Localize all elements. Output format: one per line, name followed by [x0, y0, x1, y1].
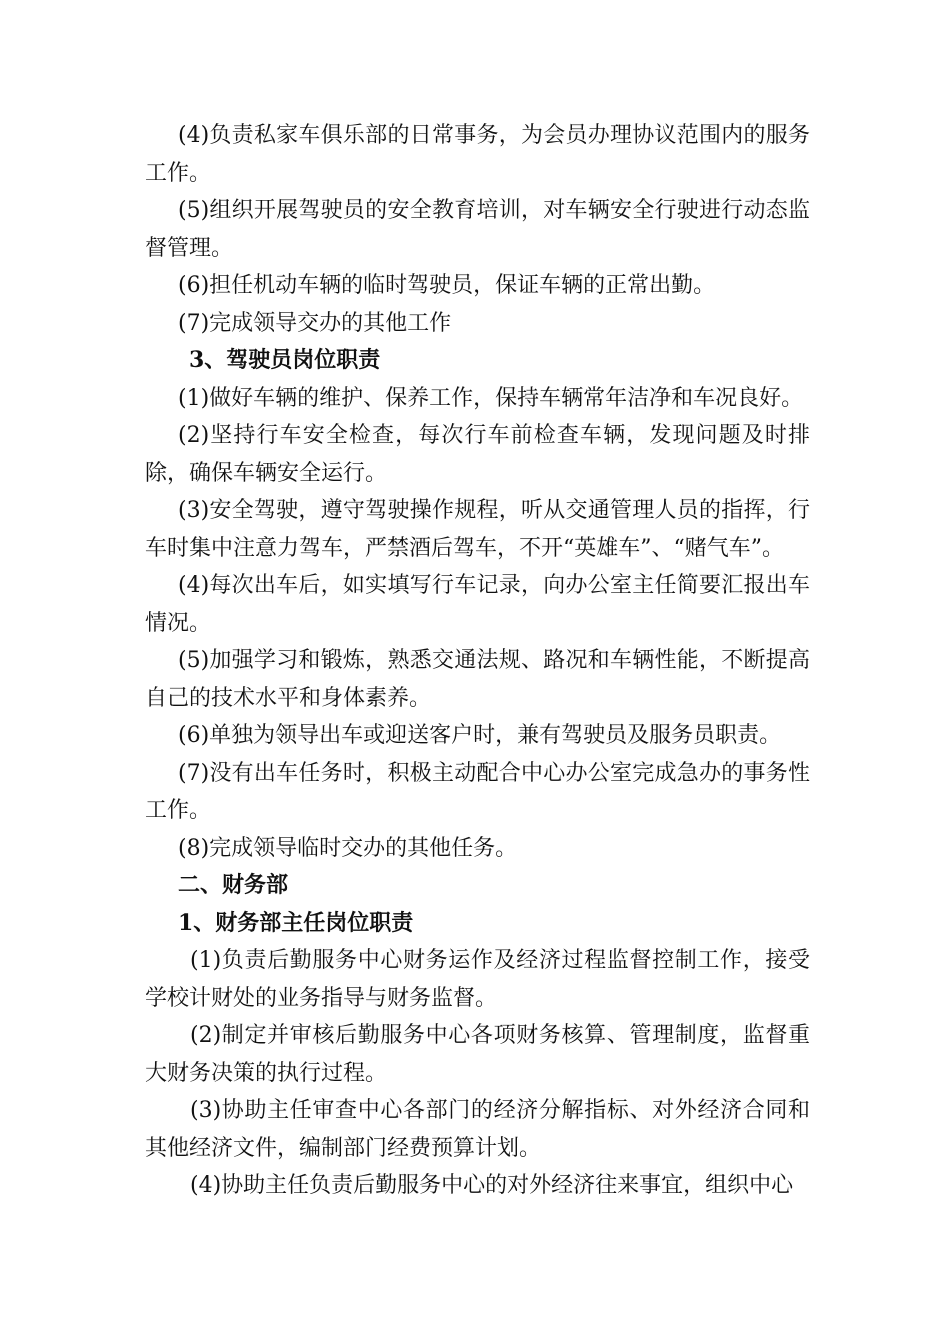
paragraph-finance-duty-3: (3)协助主任审查中心各部门的经济分解指标、对外经济合同和其他经济文件，编制部门经费预算计划。: [145, 1098, 810, 1161]
paragraph-driver-duty-8: (8)完成领导临时交办的其他任务。: [178, 835, 518, 861]
paragraph-club-affairs: (4)负责私家车俱乐部的日常事务，为会员办理协议范围内的服务工作。: [145, 123, 810, 186]
paragraph-driver-duty-5: (5)加强学习和锻炼，熟悉交通法规、路况和车辆性能，不断提高自己的技术水平和身体素养。: [145, 648, 810, 711]
paragraph-driver-duty-7: (7)没有出车任务时，积极主动配合中心办公室完成急办的事务性工作。: [145, 760, 810, 823]
heading-finance-department: 二、财务部: [178, 872, 289, 898]
paragraph-driver-duty-3: (3)安全驾驶，遵守驾驶操作规程，听从交通管理人员的指挥，行车时集中注意力驾车，严禁酒后驾车，不开“英雄车”、“赌气车”。: [145, 498, 810, 561]
paragraph-temporary-driver: (6)担任机动车辆的临时驾驶员，保证车辆的正常出勤。: [178, 273, 716, 298]
document-body: [145, 117, 810, 1205]
paragraph-finance-duty-4: (4)协助主任负责后勤服务中心的对外经济往来事宜，组织中心: [190, 1173, 794, 1198]
paragraph-finance-duty-2: (2)制定并审核后勤服务中心各项财务核算、管理制度，监督重大财务决策的执行过程。: [145, 1023, 810, 1086]
paragraph-driver-duty-6: (6)单独为领导出车或迎送客户时，兼有驾驶员及服务员职责。: [178, 723, 782, 748]
heading-driver-duties: 3、驾驶员岗位职责: [189, 347, 381, 373]
paragraph-finance-duty-1: (1)负责后勤服务中心财务运作及经济过程监督控制工作，接受学校计财处的业务指导与财务监督。: [145, 948, 810, 1011]
paragraph-other-tasks: (7)完成领导交办的其他工作: [178, 310, 452, 336]
paragraph-safety-training: (5)组织开展驾驶员的安全教育培训，对车辆安全行驶进行动态监督管理。: [145, 198, 810, 261]
paragraph-driver-duty-1: (1)做好车辆的维护、保养工作，保持车辆常年洁净和车况良好。: [178, 385, 804, 411]
paragraph-driver-duty-2: (2)坚持行车安全检查，每次行车前检查车辆，发现问题及时排除，确保车辆安全运行。: [145, 423, 810, 486]
paragraph-driver-duty-4: (4)每次出车后，如实填写行车记录，向办公室主任简要汇报出车情况。: [145, 573, 810, 636]
heading-finance-director-duties: 1、财务部主任岗位职责: [178, 909, 414, 936]
